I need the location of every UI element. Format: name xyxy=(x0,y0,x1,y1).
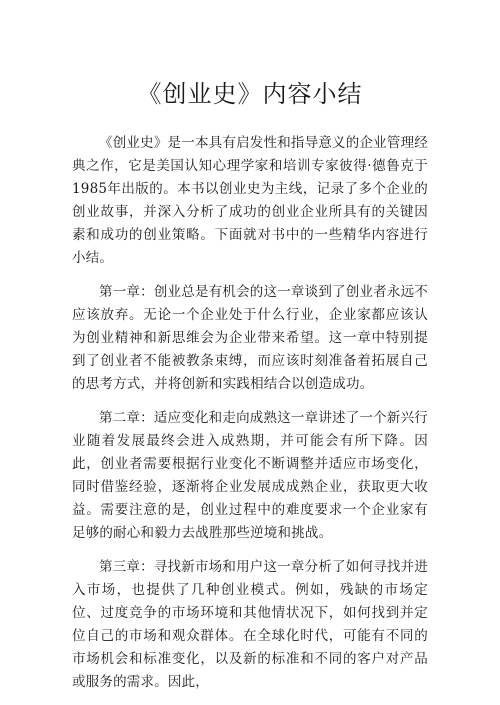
paragraph-intro: 《创业史》是一本具有启发性和指导意义的企业管理经典之作，它是美国认知心理学家和培训专家彼得·德鲁克于1985年出版的。本书以创业史为主线，记录了多个企业的创业故事，并深入分析了成功的创业企业所具有的关键因素和成功的创业策略。下面就对书中的一些精华内容进行小结。 xyxy=(72,135,428,266)
document-page xyxy=(72,78,428,705)
paragraph-chapter-3: 第三章：寻找新市场和用户这一章分析了如何寻找并进入市场，也提供了几种创业模式。例如，残缺的市场定位、过度竞争的市场环境和其他情状况下，如何找到并定位自己的市场和观众群体。在全球化时代，可能有不同的市场机会和标准变化，以及新的标准和不同的客户对产品或服务的需求。因此， xyxy=(72,559,428,690)
paragraph-chapter-1: 第一章：创业总是有机会的这一章谈到了创业者永远不应该放弃。无论一个企业处于什么行业，企业家都应该认为创业精神和新思维会为企业带来希望。这一章中特别提到了创业者不能被教条束缚，而应该时刻准备着拓展自己的思考方式，并将创新和实践相结合以创造成功。 xyxy=(72,284,428,392)
paragraph-chapter-2: 第二章：适应变化和走向成熟这一章讲述了一个新兴行业随着发展最终会进入成熟期，并可能会有所下降。因此，创业者需要根据行业变化不断调整并适应市场变化，同时借鉴经验，逐渐将企业发展成成熟企业，获取更大收益。需要注意的是，创业过程中的难度要求一个企业家有足够的耐心和毅力去战胜那些逆境和挑战。 xyxy=(72,410,428,541)
document-title: 《创业史》内容小结 xyxy=(137,80,363,108)
